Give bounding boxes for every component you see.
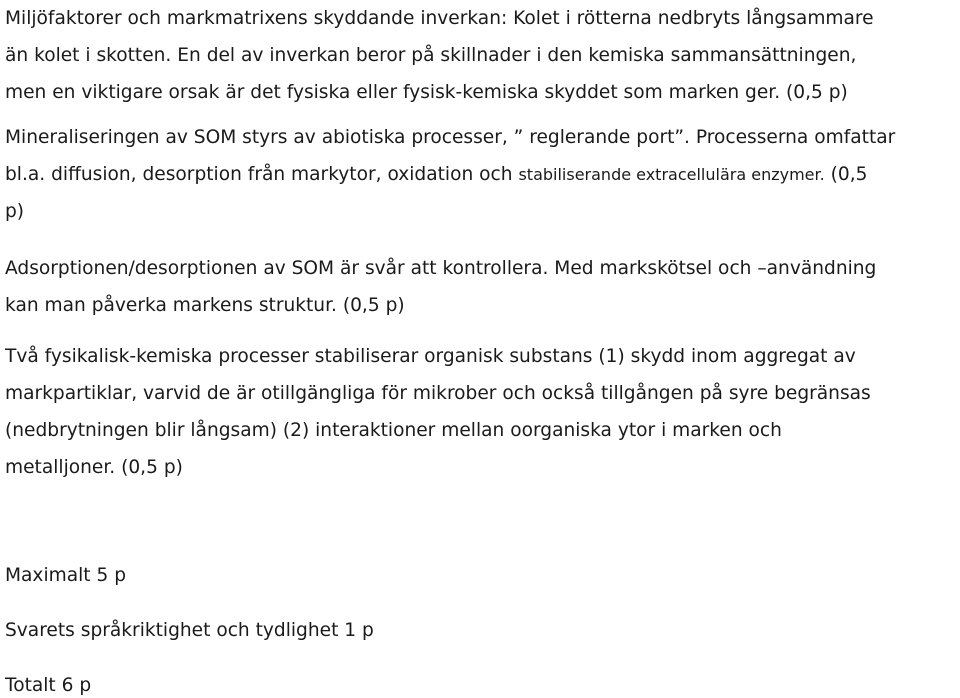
text-line: Mineraliseringen av SOM styrs av abiotiska processer, ” reglerande port”. Processerna omfattar xyxy=(5,127,896,148)
text-line: p) xyxy=(5,201,25,222)
paragraph-adsorption xyxy=(5,250,876,324)
text-line: Två fysikalisk-kemiska processer stabiliserar organisk substans (1) skydd inom aggregat av xyxy=(5,346,856,367)
text-line: markpartiklar, varvid de är otillgängliga för mikrober och också tillgången på syre begränsas xyxy=(5,383,871,404)
text-line: metalljoner. (0,5 p) xyxy=(5,457,183,478)
summary-language-points: Svarets språkriktighet och tydlighet 1 p xyxy=(5,620,374,641)
text-line: Adsorptionen/desorptionen av SOM är svår att kontrollera. Med markskötsel och –användning xyxy=(5,258,877,279)
text-line: Miljöfaktorer och markmatrixens skyddande inverkan: Kolet i rötterna nedbryts långsammare xyxy=(5,8,874,29)
paragraph-mineralization xyxy=(5,119,895,230)
text-line: kan man påverka markens struktur. (0,5 p) xyxy=(5,295,405,316)
text-run: (0,5 xyxy=(830,164,868,185)
text-line: men en viktigare orsak är det fysiska eller fysisk-kemiska skyddet som marken ger. (0,5 p) xyxy=(5,82,848,103)
text-run-small: stabiliserande extracellulära enzymer. xyxy=(518,165,825,184)
text-line-mixed xyxy=(5,156,895,193)
text-line: (nedbrytningen blir långsam) (2) interaktioner mellan oorganiska ytor i marken och xyxy=(5,420,782,441)
paragraph-stabilization xyxy=(5,338,871,486)
text-line: än kolet i skotten. En del av inverkan beror på skillnader i den kemiska sammansättningen, xyxy=(5,45,857,66)
summary-max-points: Maximalt 5 p xyxy=(5,565,127,586)
paragraph-matrix-protection xyxy=(5,0,874,111)
text-run: bl.a. diffusion, desorption från markytor, oxidation och xyxy=(5,164,513,185)
summary-total-points: Totalt 6 p xyxy=(5,675,92,696)
